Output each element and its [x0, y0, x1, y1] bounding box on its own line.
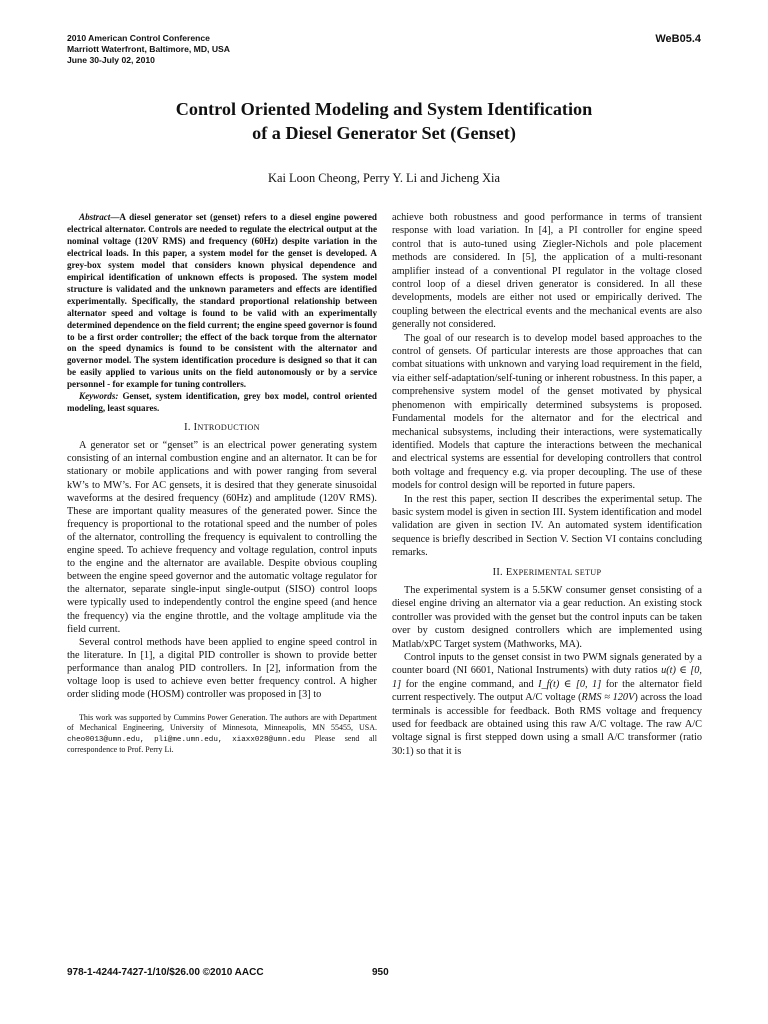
section-title-initial: E — [505, 566, 513, 578]
section-heading-experimental-setup — [392, 566, 702, 579]
abstract — [67, 212, 377, 391]
paper-id: WeB05.4 — [655, 33, 701, 45]
section-title-rest: XPERIMENTAL SETUP — [512, 567, 602, 577]
footnote — [67, 713, 377, 755]
setup-paragraph-1: The experimental system is a 5.5KW consumer genset consisting of a diesel engine driving an alternator via a gear reduction. An existing stock controller was provided with the genset but the control inputs can be taken over by custom designed controllers which are implemented using Matlab/xPC Target system (Mathworks, MA). — [392, 584, 702, 650]
right-column — [392, 211, 702, 758]
title-line-1: Control Oriented Modeling and System Identification — [175, 99, 593, 119]
page-number: 950 — [372, 967, 389, 978]
intro-paragraph-1: A generator set or “genset” is an electrical power generating system consisting of an internal combustion engine and an alternator. It can be for stationary or mobile applications and with power ranging from several kW’s to MW’s. For AC gensets, it is desired that they generate sinusoidal waveforms at the desired frequency (60Hz) and amplitude (120V RMS). These are important quality measures of the generated power. Since the frequency is proportional to the rotational speed and the number of poles of the alternator, controlling the frequency is equivalent to controlling the engine speed. To achieve frequency and voltage regulation, control inputs to the engine and the alternator are available. Despite obvious coupling between the engine speed governor and the automatic voltage regulator for the alternator, separate single-input single-output (SISO) control loops were typically used to independently control the engine speed (and hence the frequency) via the engine throttle, and the voltage amplitude via the field current. — [67, 440, 377, 635]
email-link[interactable]: pli@me.umn.edu, — [154, 735, 223, 744]
section-number: I. — [184, 422, 191, 434]
footnote-correspondence: Please send all correspondence to Prof. Perry Li. — [67, 733, 377, 754]
conference-header — [67, 33, 230, 66]
paper-title — [80, 97, 688, 145]
abstract-dash: — — [110, 212, 120, 222]
text-run: ) across the load terminals is accessible for feedback. Both RMS voltage and frequency used for feedback are obtained using this raw A/C voltage. The raw A/C voltage signal is first stepped down using a small A/C transformer (ratio 30:1) so that it is — [392, 692, 702, 757]
math-duty-ratio: u(t) ∈ [0, 1] — [392, 665, 703, 690]
text-run: Control inputs to the genset consist in two PWM signals generated by a counter board (NI 6601, National Instruments) with duty ratios — [392, 652, 702, 677]
conference-venue: Marriott Waterfront, Baltimore, MD, USA — [67, 44, 230, 54]
author-list: Kai Loon Cheong, Perry Y. Li and Jicheng Xia — [268, 171, 500, 185]
abstract-text: A diesel generator set (genset) refers to a diesel engine powered electrical alternator. Controls are needed to regulate the electrical output at the nominal voltage (120V RMS) and frequency (60Hz) despite variation in the electrical loads. In this paper, a system model for the genset is developed. A grey-box system model that considers known physical dependence and empirical identification of unknown effects is proposed. The system model structure is validated and the unknown parameters and effects are identified experimentally. Specifically, the standard proportional relationship between alternator speed and voltage is found to be valid with an experimentally determined dependence on the field current; the engine speed governor is found to be a first order controller; the effect of the back torque from the alternator on the speed dynamics is found to be consistent with the alternator and governor model. The system identification procedure is designed so that it can be easily applied to various units on the field autonomously or by a service personnel - for example for tuning controllers. — [67, 212, 377, 390]
email-link[interactable]: xiaxx028@umn.edu — [232, 735, 306, 744]
email-link[interactable]: cheo0013@umn.edu, — [67, 735, 145, 744]
math-rms-voltage: RMS ≈ 120V — [581, 692, 635, 704]
isbn-copyright: 978-1-4244-7427-1/10/$26.00 ©2010 AACC — [67, 967, 264, 978]
left-column — [67, 212, 377, 755]
section-number: II. — [492, 566, 503, 578]
footnote-text: This work was supported by Cummins Power Generation. The authors are with Department of Mechanical Engineering, University of Minnesota, Minneapolis, MN 55455, USA. — [67, 713, 377, 733]
keywords-text: Genset, system identification, grey box model, control oriented modeling, least squares. — [67, 391, 377, 414]
text-run: for the alternator field current respectively. The output A/C voltage ( — [392, 678, 703, 704]
intro-paragraph-goal: The goal of our research is to develop model based approaches to the control of gensets. Of particular interests are those approaches that can combat situations with unknown and varying load requirement in the field, via either self-adaptation/self-tuning or inherent robustness. In this paper, a comprehensive system model of the genset motivated by physical phenomenon with empirically determined subsystems is proposed. Fundamental models for the alternator and for the electrical and mechanical subsystems, including their interactions, were systematically identified. Models that capture the interactions between the mechanical and electrical systems are essential for developing controllers that control both voltage and frequency e.g. via proper decoupling. The use of these models for control design will be reported in future papers. — [392, 332, 702, 492]
intro-paragraph-2: Several control methods have been applied to engine speed control in the literature. In [1], a digital PID controller is shown to provide better performance than analog PID controllers. In [2], information from the voltage loop is used to achieve even better frequency control. A higher order sliding mode (HOSM) controller was proposed in [3] to — [67, 636, 377, 701]
title-line-2: of a Diesel Generator Set (Genset) — [252, 123, 516, 143]
abstract-lead: Abstract — [79, 212, 111, 222]
math-field-current: I_f(t) ∈ [0, 1] — [538, 678, 602, 690]
text-run: for the engine command, and — [405, 678, 534, 690]
section-heading-introduction — [67, 421, 377, 434]
keywords — [67, 391, 377, 415]
section-title-initial: I — [193, 422, 198, 434]
conference-name: 2010 American Control Conference — [67, 33, 210, 43]
intro-paragraph-outline: In the rest this paper, section II describes the experimental setup. The basic system model is given in section III. System identification and model validation are given in section IV. An automated system identification sequence is briefly described in Section V. Section VI contains concluding remarks. — [392, 493, 702, 559]
setup-paragraph-2 — [392, 651, 702, 758]
section-title-rest: NTRODUCTION — [197, 423, 260, 433]
intro-paragraph-continued: achieve both robustness and good performance in terms of transient response with load variation. In [4], a PI controller for engine speed control that is auto-tuned using Ziegler-Nichols and pole placement methods are considered. In [5], the application of a multi-resonant amplifier instead of a conventional PI regulator in the voltage closed control loop of a diesel driven generator is considered. In all these developments, models are either not used or empirically derived. The coupling between the electrical events and the mechanical events are also generally not considered. — [392, 212, 702, 331]
conference-dates: June 30-July 02, 2010 — [67, 55, 155, 65]
keywords-lead: Keywords: — [79, 391, 119, 402]
